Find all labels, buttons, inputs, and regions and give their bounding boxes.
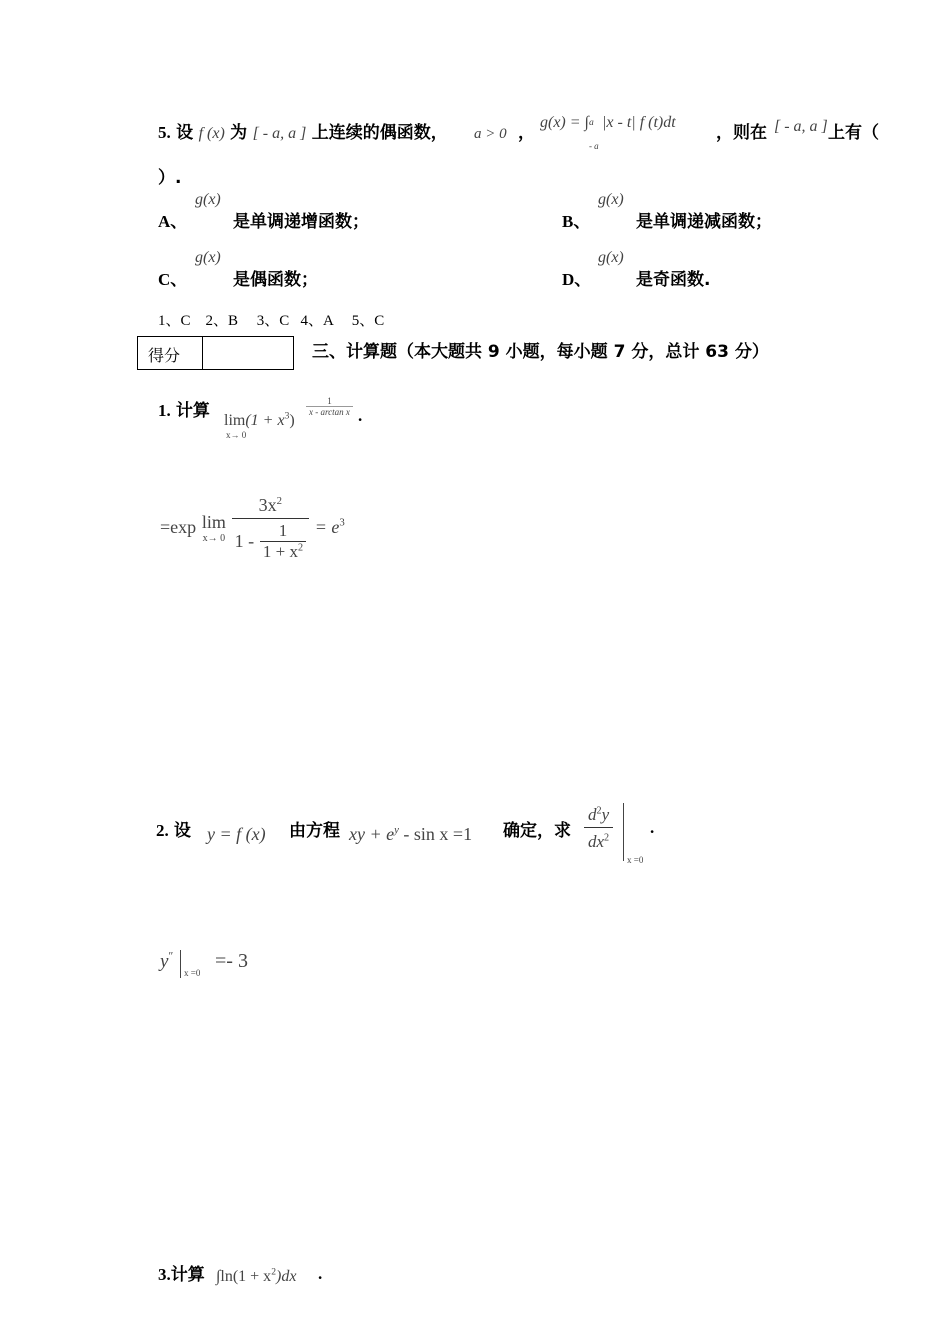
q5-g-lhs: g(x) = ∫ — [540, 114, 589, 131]
q5-interval-2: [ - a, a ] — [774, 118, 828, 135]
q5-line — [158, 118, 448, 143]
c3-exp: 2 — [271, 1266, 276, 1278]
c1-exponent — [306, 396, 353, 417]
c1-limit — [224, 410, 295, 430]
c1-sol-num: 3x — [258, 495, 277, 515]
c2-d: d — [588, 805, 597, 824]
c1-number: 1. — [158, 401, 171, 420]
c1-text: 计算 — [175, 401, 210, 421]
c2-eval: x =0 — [627, 855, 644, 865]
q5-text-3: 上连续的偶函数， — [311, 123, 448, 143]
c1-lim: lim — [224, 412, 246, 429]
option-c-text: 是偶函数； — [233, 270, 318, 290]
q5-text-6: ）. — [158, 168, 182, 188]
q5-number: 5. — [158, 123, 171, 142]
c2-sol-eval: x =0 — [184, 968, 201, 978]
option-b-text: 是单调递减函数； — [636, 212, 772, 232]
q5-text-4: ，则在 — [716, 123, 767, 143]
q5-f: f (x) — [198, 125, 225, 142]
c2-text-3: 确定，求 — [503, 821, 571, 841]
option-a-label: A、 — [158, 212, 188, 231]
c3-period: . — [318, 1264, 323, 1283]
c1-period: . — [358, 406, 363, 425]
answer-key: 1、C 2、B 3、C 4、A 5、C — [158, 313, 385, 329]
option-a-text: 是单调递增函数； — [233, 212, 369, 232]
c3-question — [158, 1260, 205, 1285]
option-c-label: C、 — [158, 270, 188, 289]
c1-exp-den: x - arctan x — [309, 407, 350, 417]
c1-sol-num-exp: 2 — [276, 495, 283, 507]
option-b-g: g(x) — [598, 191, 624, 208]
q5-a-positive: a > 0 — [474, 126, 507, 142]
c2-eq-main: xy + e — [349, 824, 395, 844]
c2-eq-exp: y — [394, 824, 399, 836]
c2-dx-exp: 2 — [604, 832, 610, 844]
c2-equation — [349, 824, 472, 845]
c1-sol-inner-num: 1 — [260, 521, 306, 542]
c1-lim-sub: x→ 0 — [226, 430, 247, 440]
q5-lower: - a — [588, 141, 599, 151]
option-d-text: 是奇函数. — [636, 270, 711, 290]
c1-exp-num: 1 — [306, 396, 353, 407]
c1-solution — [160, 493, 345, 562]
c3-integral — [216, 1266, 296, 1286]
c2-text-2: 由方程 — [289, 821, 340, 841]
c2-solution — [160, 950, 173, 973]
q5-interval: [ - a, a ] — [252, 125, 307, 142]
c2-sol-prime: ″ — [168, 950, 174, 963]
c1-sol-result-exp: 3 — [339, 516, 345, 529]
score-label: 得分 — [148, 346, 181, 365]
c2-period: . — [650, 818, 655, 837]
c1-close: ) — [289, 412, 295, 429]
c2-d-y: y — [601, 805, 610, 824]
c1-sol-lim: lim — [201, 511, 226, 532]
section-title: 三、计算题（本大题共 9 小题，每小题 7 分，总计 63 分） — [312, 342, 769, 362]
option-d-label: D、 — [562, 270, 592, 289]
c2-eq-rest: - sin x =1 — [398, 824, 473, 844]
c2-sol-result: =- 3 — [215, 950, 248, 972]
c1-sol-prefix: =exp — [160, 517, 197, 537]
c2-d-exp: 2 — [596, 805, 602, 817]
q5-upper: a — [588, 117, 594, 128]
c2-sol-bar — [180, 950, 181, 978]
score-box — [137, 336, 294, 370]
option-b-label: B、 — [562, 212, 591, 231]
c1-question — [158, 396, 210, 421]
c2-question — [156, 816, 191, 841]
c2-dx: dx — [588, 832, 605, 851]
q5-text-5: 上有（ — [828, 123, 879, 143]
c1-sol-inner-exp: 2 — [297, 542, 304, 554]
c2-sol-y: y — [160, 951, 169, 972]
c2-text-1: 设 — [173, 821, 191, 841]
option-c-g: g(x) — [195, 249, 221, 266]
q5-text-1: 设 — [176, 123, 194, 143]
c2-eval-bar — [623, 803, 624, 861]
c3-text: 计算 — [170, 1265, 205, 1285]
q5-comma: ， — [518, 123, 535, 143]
option-d-g: g(x) — [598, 249, 624, 266]
c3-integral-main: ∫ln(1 + x — [216, 1268, 272, 1285]
c1-sol-inner-den: 1 + x — [262, 542, 298, 561]
c2-derivative — [584, 805, 613, 852]
q5-integrand: |x - t| f (t)dt — [602, 114, 676, 131]
c1-exp3: 3 — [284, 410, 290, 422]
c1-sol-den-a: 1 - — [234, 531, 255, 551]
c2-number: 2. — [156, 821, 169, 840]
c3-rest: )dx — [275, 1268, 297, 1285]
c1-sol-sub: x→ 0 — [202, 532, 226, 544]
c2-y-def: y = f (x) — [207, 824, 266, 844]
c1-sol-result: = e — [314, 517, 340, 537]
c1-base: (1 + x — [245, 412, 285, 429]
option-a-g: g(x) — [195, 191, 221, 208]
c1-sol-fraction — [232, 493, 309, 562]
q5-g-definition — [540, 112, 676, 151]
q5-text-2: 为 — [230, 123, 248, 143]
c3-number: 3. — [158, 1265, 171, 1284]
score-divider — [202, 337, 203, 369]
